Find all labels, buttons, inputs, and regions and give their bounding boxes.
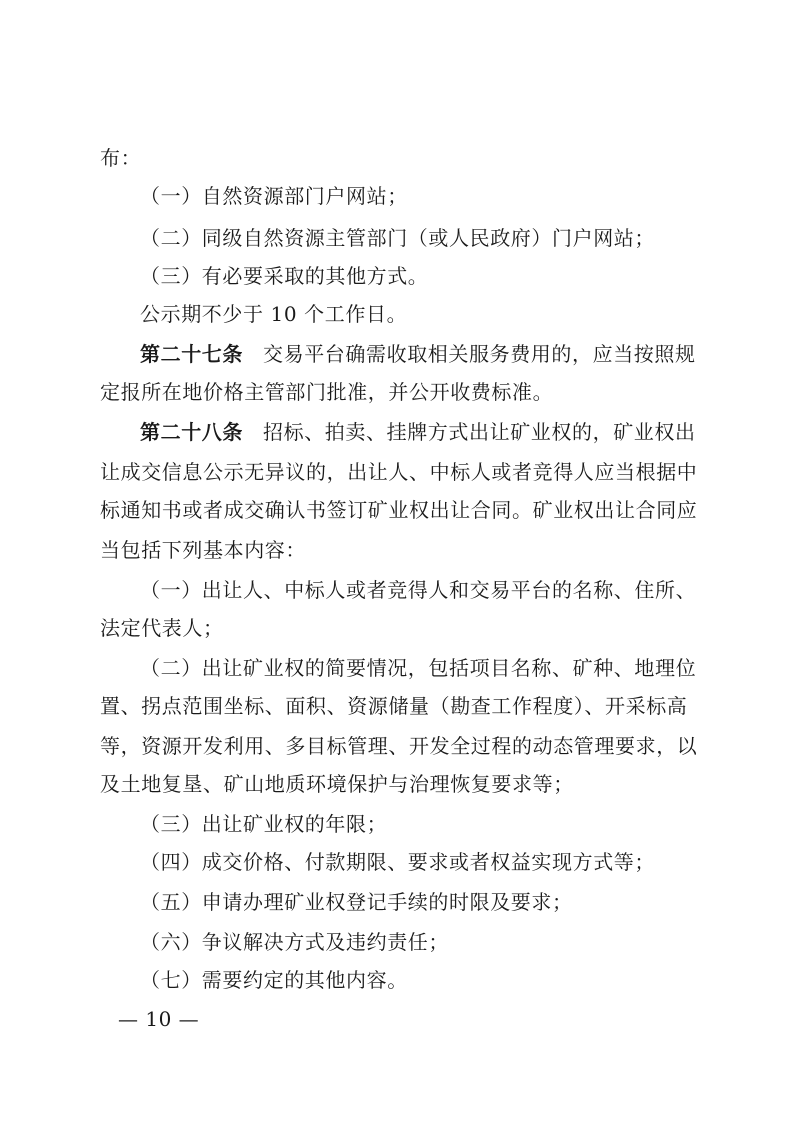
page-number: — 10 — — [118, 1007, 200, 1031]
article-text: 交易平台确需收取相关服务费用的，应当按照规 — [263, 342, 696, 366]
article-text: 招标、拍卖、挂牌方式出让矿业权的，矿业权出 — [263, 420, 696, 444]
text-line-continuation: 布： — [100, 146, 142, 170]
list-item: （五）申请办理矿业权登记手续的时限及要求； — [140, 890, 573, 914]
list-item: （二）出让矿业权的简要情况，包括项目名称、矿种、地理位 — [140, 656, 697, 680]
paragraph-line: 当包括下列基本内容： — [100, 538, 306, 562]
paragraph-line: 公示期不少于 10 个工作日。 — [140, 302, 408, 326]
article-heading: 第二十八条 — [140, 420, 243, 444]
list-item-continuation: 等，资源开发利用、多目标管理、开发全过程的动态管理要求，以 — [100, 734, 698, 758]
list-item: （一）出让人、中标人或者竞得人和交易平台的名称、住所、 — [140, 578, 697, 602]
paragraph-line: 定报所在地价格主管部门批准，并公开收费标准。 — [100, 380, 554, 404]
list-item: （一）自然资源部门户网站； — [140, 184, 408, 208]
list-item-continuation: 法定代表人； — [100, 616, 224, 640]
list-item: （四）成交价格、付款期限、要求或者权益实现方式等； — [140, 850, 655, 874]
paragraph-line: 让成交信息公示无异议的，出让人、中标人或者竞得人应当根据中 — [100, 460, 698, 484]
article-28-first-line — [140, 420, 740, 444]
list-item-continuation: 及土地复垦、矿山地质环境保护与治理恢复要求等； — [100, 772, 574, 796]
list-item: （三）有必要采取的其他方式。 — [140, 264, 429, 288]
list-item-continuation: 置、拐点范围坐标、面积、资源储量（勘查工作程度）、开采标高 — [100, 694, 688, 718]
paragraph-line: 标通知书或者成交确认书签订矿业权出让合同。矿业权出让合同应 — [100, 498, 698, 522]
article-heading: 第二十七条 — [140, 342, 243, 366]
list-item: （七）需要约定的其他内容。 — [140, 968, 408, 992]
list-item: （三）出让矿业权的年限； — [140, 812, 388, 836]
list-item: （六）争议解决方式及违约责任； — [140, 930, 449, 954]
list-item: （二）同级自然资源主管部门（或人民政府）门户网站； — [140, 226, 655, 250]
article-27-first-line — [140, 342, 740, 366]
